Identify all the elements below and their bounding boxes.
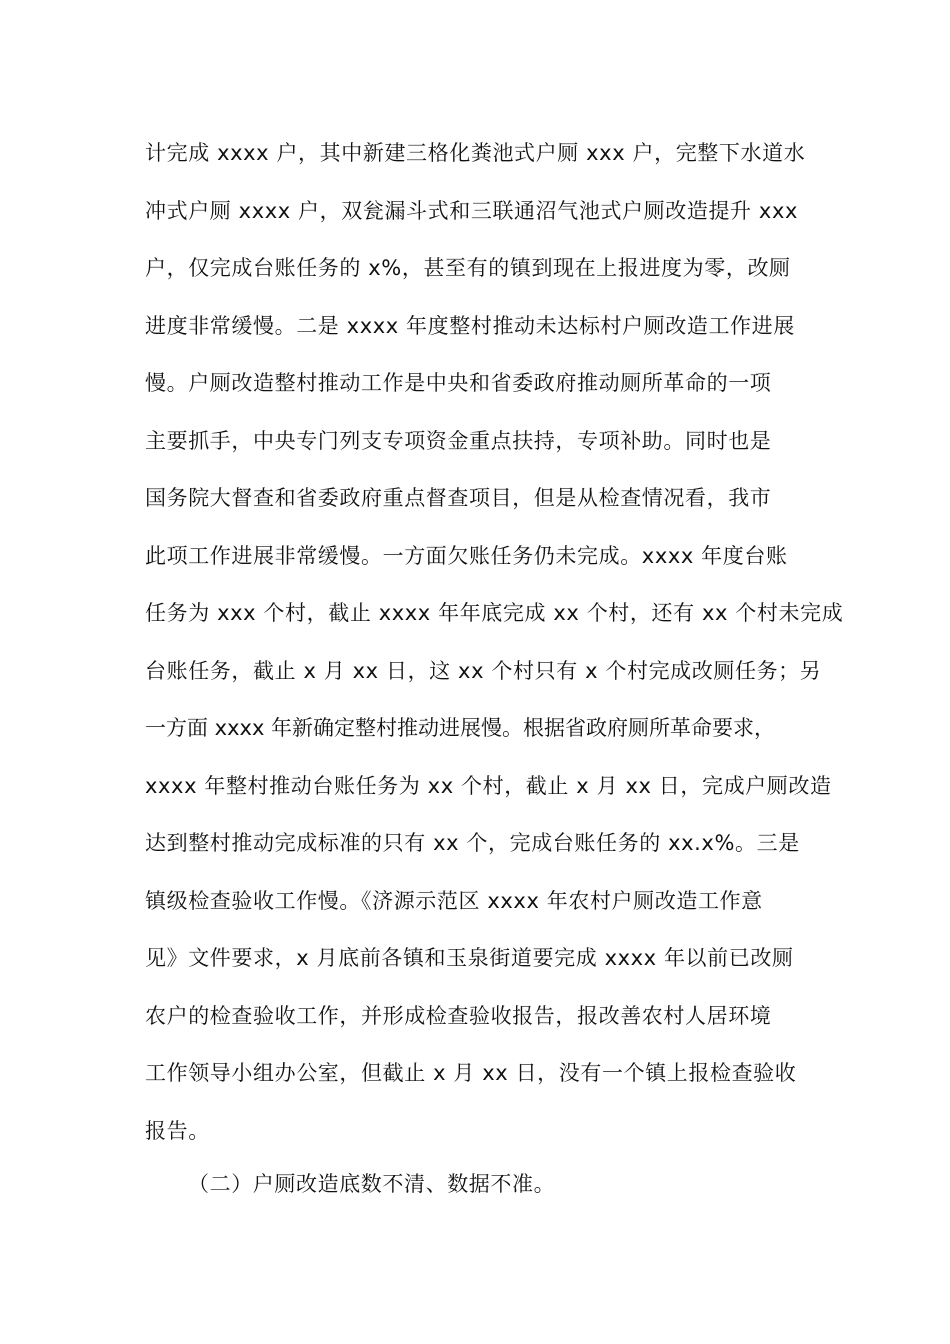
paragraph-line: 报告。 (145, 1118, 210, 1143)
paragraph-line: 进度非常缓慢。二是 xxxx 年度整村推动未达标村户厕改造工作进展 (145, 313, 795, 338)
paragraph-line: 国务院大督查和省委政府重点督查项目，但是从检查情况看，我市 (145, 486, 772, 510)
paragraph-line: 慢。户厕改造整村推动工作是中央和省委政府推动厕所革命的一项 (145, 371, 772, 395)
paragraph-line: 见》文件要求，x 月底前各镇和玉泉街道要完成 xxxx 年以前已改厕 (145, 946, 794, 970)
paragraph-line: 农户的检查验收工作，并形成检查验收报告，报改善农村人居环境 (145, 1003, 772, 1028)
paragraph-line: 计完成 xxxx 户，其中新建三格化粪池式户厕 xxx 户，完整下水道水 (145, 141, 806, 165)
paragraph-line: 台账任务，截止 x 月 xx 日，这 xx 个村只有 x 个村完成改厕任务；另 (145, 658, 822, 683)
paragraph-line: 户，仅完成台账任务的 x%，甚至有的镇到现在上报进度为零，改厕 (145, 256, 791, 280)
paragraph-line: 此项工作进展非常缓慢。一方面欠账任务仍未完成。xxxx 年度台账 (145, 543, 788, 568)
paragraph-line: 镇级检查验收工作慢。《济源示范区 xxxx 年农村户厕改造工作意 (145, 888, 763, 913)
paragraph-line: xxxx 年整村推动台账任务为 xx 个村，截止 x 月 xx 日，完成户厕改造 (145, 773, 832, 798)
paragraph-line: 冲式户厕 xxxx 户，双瓮漏斗式和三联通沼气池式户厕改造提升 xxx (145, 198, 799, 223)
body-paragraph (145, 125, 844, 1160)
paragraph-line: 一方面 xxxx 年新确定整村推动进展慢。根据省政府厕所革命要求， (145, 716, 776, 740)
section-heading: （二）户厕改造底数不清、数据不准。 (188, 1172, 556, 1196)
paragraph-line: 任务为 xxx 个村，截止 xxxx 年年底完成 xx 个村，还有 xx 个村未完成 (145, 601, 844, 625)
paragraph-line: 主要抓手，中央专门列支专项资金重点扶持，专项补助。同时也是 (145, 428, 772, 453)
paragraph-line: 工作领导小组办公室，但截止 x 月 xx 日，没有一个镇上报检查验收 (145, 1061, 797, 1085)
paragraph-line: 达到整村推动完成标准的只有 xx 个，完成台账任务的 xx.x%。三是 (145, 831, 800, 855)
